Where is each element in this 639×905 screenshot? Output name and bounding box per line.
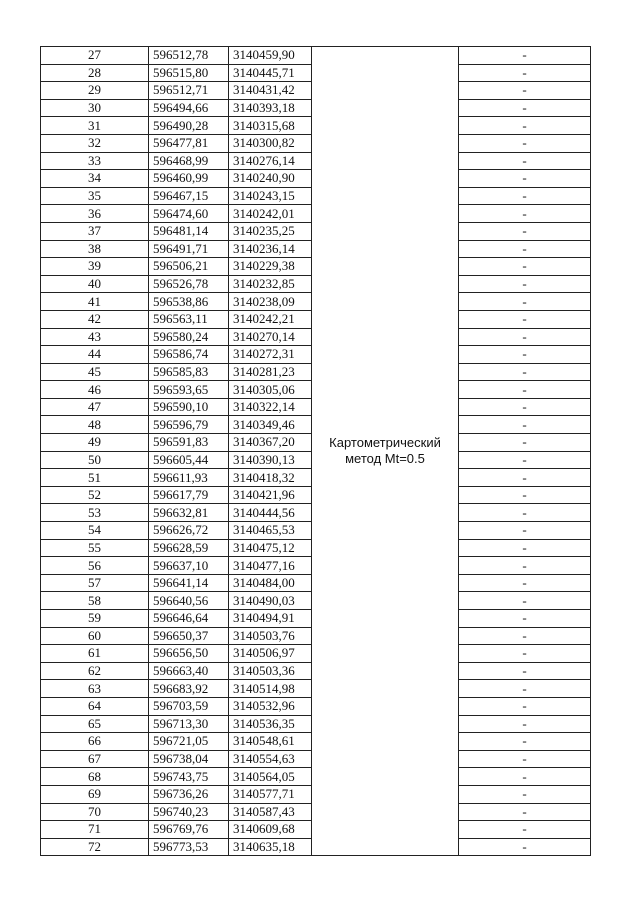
y-coordinate-cell: 3140276,14 bbox=[229, 152, 312, 170]
y-coordinate-cell: 3140587,43 bbox=[229, 803, 312, 821]
y-coordinate-cell: 3140242,01 bbox=[229, 205, 312, 223]
y-coordinate-cell: 3140315,68 bbox=[229, 117, 312, 135]
x-coordinate-cell: 596611,93 bbox=[149, 469, 229, 487]
point-number-cell: 33 bbox=[41, 152, 149, 170]
y-coordinate-cell: 3140393,18 bbox=[229, 99, 312, 117]
point-number-cell: 43 bbox=[41, 328, 149, 346]
point-number-cell: 36 bbox=[41, 205, 149, 223]
point-number-cell: 32 bbox=[41, 134, 149, 152]
y-coordinate-cell: 3140243,15 bbox=[229, 187, 312, 205]
y-coordinate-cell: 3140490,03 bbox=[229, 592, 312, 610]
accuracy-cell: - bbox=[459, 469, 591, 487]
x-coordinate-cell: 596656,50 bbox=[149, 645, 229, 663]
x-coordinate-cell: 596650,37 bbox=[149, 627, 229, 645]
x-coordinate-cell: 596736,26 bbox=[149, 785, 229, 803]
x-coordinate-cell: 596526,78 bbox=[149, 275, 229, 293]
accuracy-cell: - bbox=[459, 662, 591, 680]
x-coordinate-cell: 596596,79 bbox=[149, 416, 229, 434]
x-coordinate-cell: 596515,80 bbox=[149, 64, 229, 82]
x-coordinate-cell: 596769,76 bbox=[149, 821, 229, 839]
accuracy-cell: - bbox=[459, 697, 591, 715]
accuracy-cell: - bbox=[459, 398, 591, 416]
y-coordinate-cell: 3140300,82 bbox=[229, 134, 312, 152]
y-coordinate-cell: 3140475,12 bbox=[229, 539, 312, 557]
x-coordinate-cell: 596683,92 bbox=[149, 680, 229, 698]
point-number-cell: 49 bbox=[41, 434, 149, 452]
y-coordinate-cell: 3140270,14 bbox=[229, 328, 312, 346]
point-number-cell: 41 bbox=[41, 293, 149, 311]
method-line-1: Картометрический bbox=[329, 435, 441, 451]
x-coordinate-cell: 596481,14 bbox=[149, 222, 229, 240]
x-coordinate-cell: 596591,83 bbox=[149, 434, 229, 452]
y-coordinate-cell: 3140418,32 bbox=[229, 469, 312, 487]
accuracy-cell: - bbox=[459, 328, 591, 346]
y-coordinate-cell: 3140322,14 bbox=[229, 398, 312, 416]
y-coordinate-cell: 3140503,76 bbox=[229, 627, 312, 645]
y-coordinate-cell: 3140238,09 bbox=[229, 293, 312, 311]
point-number-cell: 53 bbox=[41, 504, 149, 522]
x-coordinate-cell: 596477,81 bbox=[149, 134, 229, 152]
point-number-cell: 27 bbox=[41, 47, 149, 65]
point-number-cell: 46 bbox=[41, 381, 149, 399]
y-coordinate-cell: 3140548,61 bbox=[229, 733, 312, 751]
x-coordinate-cell: 596585,83 bbox=[149, 363, 229, 381]
accuracy-cell: - bbox=[459, 592, 591, 610]
point-number-cell: 70 bbox=[41, 803, 149, 821]
y-coordinate-cell: 3140514,98 bbox=[229, 680, 312, 698]
method-cell bbox=[312, 47, 459, 856]
accuracy-cell: - bbox=[459, 486, 591, 504]
y-coordinate-cell: 3140459,90 bbox=[229, 47, 312, 65]
y-coordinate-cell: 3140349,46 bbox=[229, 416, 312, 434]
point-number-cell: 48 bbox=[41, 416, 149, 434]
y-coordinate-cell: 3140635,18 bbox=[229, 838, 312, 856]
point-number-cell: 58 bbox=[41, 592, 149, 610]
y-coordinate-cell: 3140506,97 bbox=[229, 645, 312, 663]
y-coordinate-cell: 3140477,16 bbox=[229, 557, 312, 575]
accuracy-cell: - bbox=[459, 240, 591, 258]
accuracy-cell: - bbox=[459, 715, 591, 733]
y-coordinate-cell: 3140609,68 bbox=[229, 821, 312, 839]
accuracy-cell: - bbox=[459, 275, 591, 293]
x-coordinate-cell: 596491,71 bbox=[149, 240, 229, 258]
x-coordinate-cell: 596773,53 bbox=[149, 838, 229, 856]
x-coordinate-cell: 596494,66 bbox=[149, 99, 229, 117]
accuracy-cell: - bbox=[459, 64, 591, 82]
accuracy-cell: - bbox=[459, 610, 591, 628]
accuracy-cell: - bbox=[459, 522, 591, 540]
y-coordinate-cell: 3140421,96 bbox=[229, 486, 312, 504]
point-number-cell: 68 bbox=[41, 768, 149, 786]
x-coordinate-cell: 596590,10 bbox=[149, 398, 229, 416]
x-coordinate-cell: 596637,10 bbox=[149, 557, 229, 575]
x-coordinate-cell: 596467,15 bbox=[149, 187, 229, 205]
accuracy-cell: - bbox=[459, 434, 591, 452]
x-coordinate-cell: 596641,14 bbox=[149, 574, 229, 592]
point-number-cell: 39 bbox=[41, 258, 149, 276]
point-number-cell: 44 bbox=[41, 346, 149, 364]
point-number-cell: 30 bbox=[41, 99, 149, 117]
point-number-cell: 42 bbox=[41, 310, 149, 328]
x-coordinate-cell: 596512,71 bbox=[149, 82, 229, 100]
accuracy-cell: - bbox=[459, 134, 591, 152]
point-number-cell: 64 bbox=[41, 697, 149, 715]
accuracy-cell: - bbox=[459, 680, 591, 698]
coordinates-table-body bbox=[41, 47, 591, 856]
y-coordinate-cell: 3140484,00 bbox=[229, 574, 312, 592]
y-coordinate-cell: 3140564,05 bbox=[229, 768, 312, 786]
x-coordinate-cell: 596468,99 bbox=[149, 152, 229, 170]
accuracy-cell: - bbox=[459, 47, 591, 65]
accuracy-cell: - bbox=[459, 222, 591, 240]
y-coordinate-cell: 3140236,14 bbox=[229, 240, 312, 258]
x-coordinate-cell: 596628,59 bbox=[149, 539, 229, 557]
point-number-cell: 29 bbox=[41, 82, 149, 100]
x-coordinate-cell: 596605,44 bbox=[149, 451, 229, 469]
x-coordinate-cell: 596580,24 bbox=[149, 328, 229, 346]
accuracy-cell: - bbox=[459, 381, 591, 399]
accuracy-cell: - bbox=[459, 117, 591, 135]
y-coordinate-cell: 3140431,42 bbox=[229, 82, 312, 100]
accuracy-cell: - bbox=[459, 258, 591, 276]
accuracy-cell: - bbox=[459, 187, 591, 205]
x-coordinate-cell: 596703,59 bbox=[149, 697, 229, 715]
y-coordinate-cell: 3140235,25 bbox=[229, 222, 312, 240]
accuracy-cell: - bbox=[459, 821, 591, 839]
x-coordinate-cell: 596563,11 bbox=[149, 310, 229, 328]
y-coordinate-cell: 3140367,20 bbox=[229, 434, 312, 452]
point-number-cell: 45 bbox=[41, 363, 149, 381]
accuracy-cell: - bbox=[459, 627, 591, 645]
x-coordinate-cell: 596460,99 bbox=[149, 170, 229, 188]
point-number-cell: 50 bbox=[41, 451, 149, 469]
y-coordinate-cell: 3140272,31 bbox=[229, 346, 312, 364]
x-coordinate-cell: 596593,65 bbox=[149, 381, 229, 399]
x-coordinate-cell: 596626,72 bbox=[149, 522, 229, 540]
accuracy-cell: - bbox=[459, 152, 591, 170]
point-number-cell: 65 bbox=[41, 715, 149, 733]
y-coordinate-cell: 3140445,71 bbox=[229, 64, 312, 82]
x-coordinate-cell: 596617,79 bbox=[149, 486, 229, 504]
x-coordinate-cell: 596713,30 bbox=[149, 715, 229, 733]
y-coordinate-cell: 3140494,91 bbox=[229, 610, 312, 628]
point-number-cell: 56 bbox=[41, 557, 149, 575]
y-coordinate-cell: 3140232,85 bbox=[229, 275, 312, 293]
method-line-2: метод Mt=0.5 bbox=[345, 451, 425, 467]
point-number-cell: 72 bbox=[41, 838, 149, 856]
accuracy-cell: - bbox=[459, 750, 591, 768]
accuracy-cell: - bbox=[459, 99, 591, 117]
x-coordinate-cell: 596474,60 bbox=[149, 205, 229, 223]
point-number-cell: 38 bbox=[41, 240, 149, 258]
y-coordinate-cell: 3140554,63 bbox=[229, 750, 312, 768]
accuracy-cell: - bbox=[459, 363, 591, 381]
y-coordinate-cell: 3140229,38 bbox=[229, 258, 312, 276]
y-coordinate-cell: 3140242,21 bbox=[229, 310, 312, 328]
accuracy-cell: - bbox=[459, 310, 591, 328]
accuracy-cell: - bbox=[459, 170, 591, 188]
table-row bbox=[41, 47, 591, 65]
point-number-cell: 52 bbox=[41, 486, 149, 504]
accuracy-cell: - bbox=[459, 574, 591, 592]
y-coordinate-cell: 3140465,53 bbox=[229, 522, 312, 540]
point-number-cell: 54 bbox=[41, 522, 149, 540]
y-coordinate-cell: 3140444,56 bbox=[229, 504, 312, 522]
point-number-cell: 37 bbox=[41, 222, 149, 240]
x-coordinate-cell: 596490,28 bbox=[149, 117, 229, 135]
y-coordinate-cell: 3140281,23 bbox=[229, 363, 312, 381]
x-coordinate-cell: 596506,21 bbox=[149, 258, 229, 276]
point-number-cell: 47 bbox=[41, 398, 149, 416]
accuracy-cell: - bbox=[459, 539, 591, 557]
point-number-cell: 71 bbox=[41, 821, 149, 839]
point-number-cell: 60 bbox=[41, 627, 149, 645]
point-number-cell: 66 bbox=[41, 733, 149, 751]
accuracy-cell: - bbox=[459, 557, 591, 575]
accuracy-cell: - bbox=[459, 733, 591, 751]
accuracy-cell: - bbox=[459, 645, 591, 663]
point-number-cell: 69 bbox=[41, 785, 149, 803]
accuracy-cell: - bbox=[459, 803, 591, 821]
point-number-cell: 55 bbox=[41, 539, 149, 557]
accuracy-cell: - bbox=[459, 346, 591, 364]
x-coordinate-cell: 596538,86 bbox=[149, 293, 229, 311]
y-coordinate-cell: 3140532,96 bbox=[229, 697, 312, 715]
x-coordinate-cell: 596646,64 bbox=[149, 610, 229, 628]
y-coordinate-cell: 3140390,13 bbox=[229, 451, 312, 469]
accuracy-cell: - bbox=[459, 205, 591, 223]
accuracy-cell: - bbox=[459, 504, 591, 522]
y-coordinate-cell: 3140240,90 bbox=[229, 170, 312, 188]
accuracy-cell: - bbox=[459, 451, 591, 469]
accuracy-cell: - bbox=[459, 416, 591, 434]
point-number-cell: 57 bbox=[41, 574, 149, 592]
x-coordinate-cell: 596512,78 bbox=[149, 47, 229, 65]
x-coordinate-cell: 596632,81 bbox=[149, 504, 229, 522]
accuracy-cell: - bbox=[459, 768, 591, 786]
y-coordinate-cell: 3140577,71 bbox=[229, 785, 312, 803]
coordinates-table bbox=[40, 46, 591, 856]
accuracy-cell: - bbox=[459, 785, 591, 803]
point-number-cell: 28 bbox=[41, 64, 149, 82]
x-coordinate-cell: 596721,05 bbox=[149, 733, 229, 751]
x-coordinate-cell: 596586,74 bbox=[149, 346, 229, 364]
x-coordinate-cell: 596738,04 bbox=[149, 750, 229, 768]
point-number-cell: 63 bbox=[41, 680, 149, 698]
x-coordinate-cell: 596663,40 bbox=[149, 662, 229, 680]
point-number-cell: 67 bbox=[41, 750, 149, 768]
point-number-cell: 34 bbox=[41, 170, 149, 188]
point-number-cell: 31 bbox=[41, 117, 149, 135]
point-number-cell: 40 bbox=[41, 275, 149, 293]
accuracy-cell: - bbox=[459, 293, 591, 311]
point-number-cell: 59 bbox=[41, 610, 149, 628]
y-coordinate-cell: 3140536,35 bbox=[229, 715, 312, 733]
accuracy-cell: - bbox=[459, 82, 591, 100]
point-number-cell: 62 bbox=[41, 662, 149, 680]
x-coordinate-cell: 596743,75 bbox=[149, 768, 229, 786]
point-number-cell: 35 bbox=[41, 187, 149, 205]
x-coordinate-cell: 596640,56 bbox=[149, 592, 229, 610]
y-coordinate-cell: 3140503,36 bbox=[229, 662, 312, 680]
y-coordinate-cell: 3140305,06 bbox=[229, 381, 312, 399]
accuracy-cell: - bbox=[459, 838, 591, 856]
point-number-cell: 61 bbox=[41, 645, 149, 663]
point-number-cell: 51 bbox=[41, 469, 149, 487]
x-coordinate-cell: 596740,23 bbox=[149, 803, 229, 821]
